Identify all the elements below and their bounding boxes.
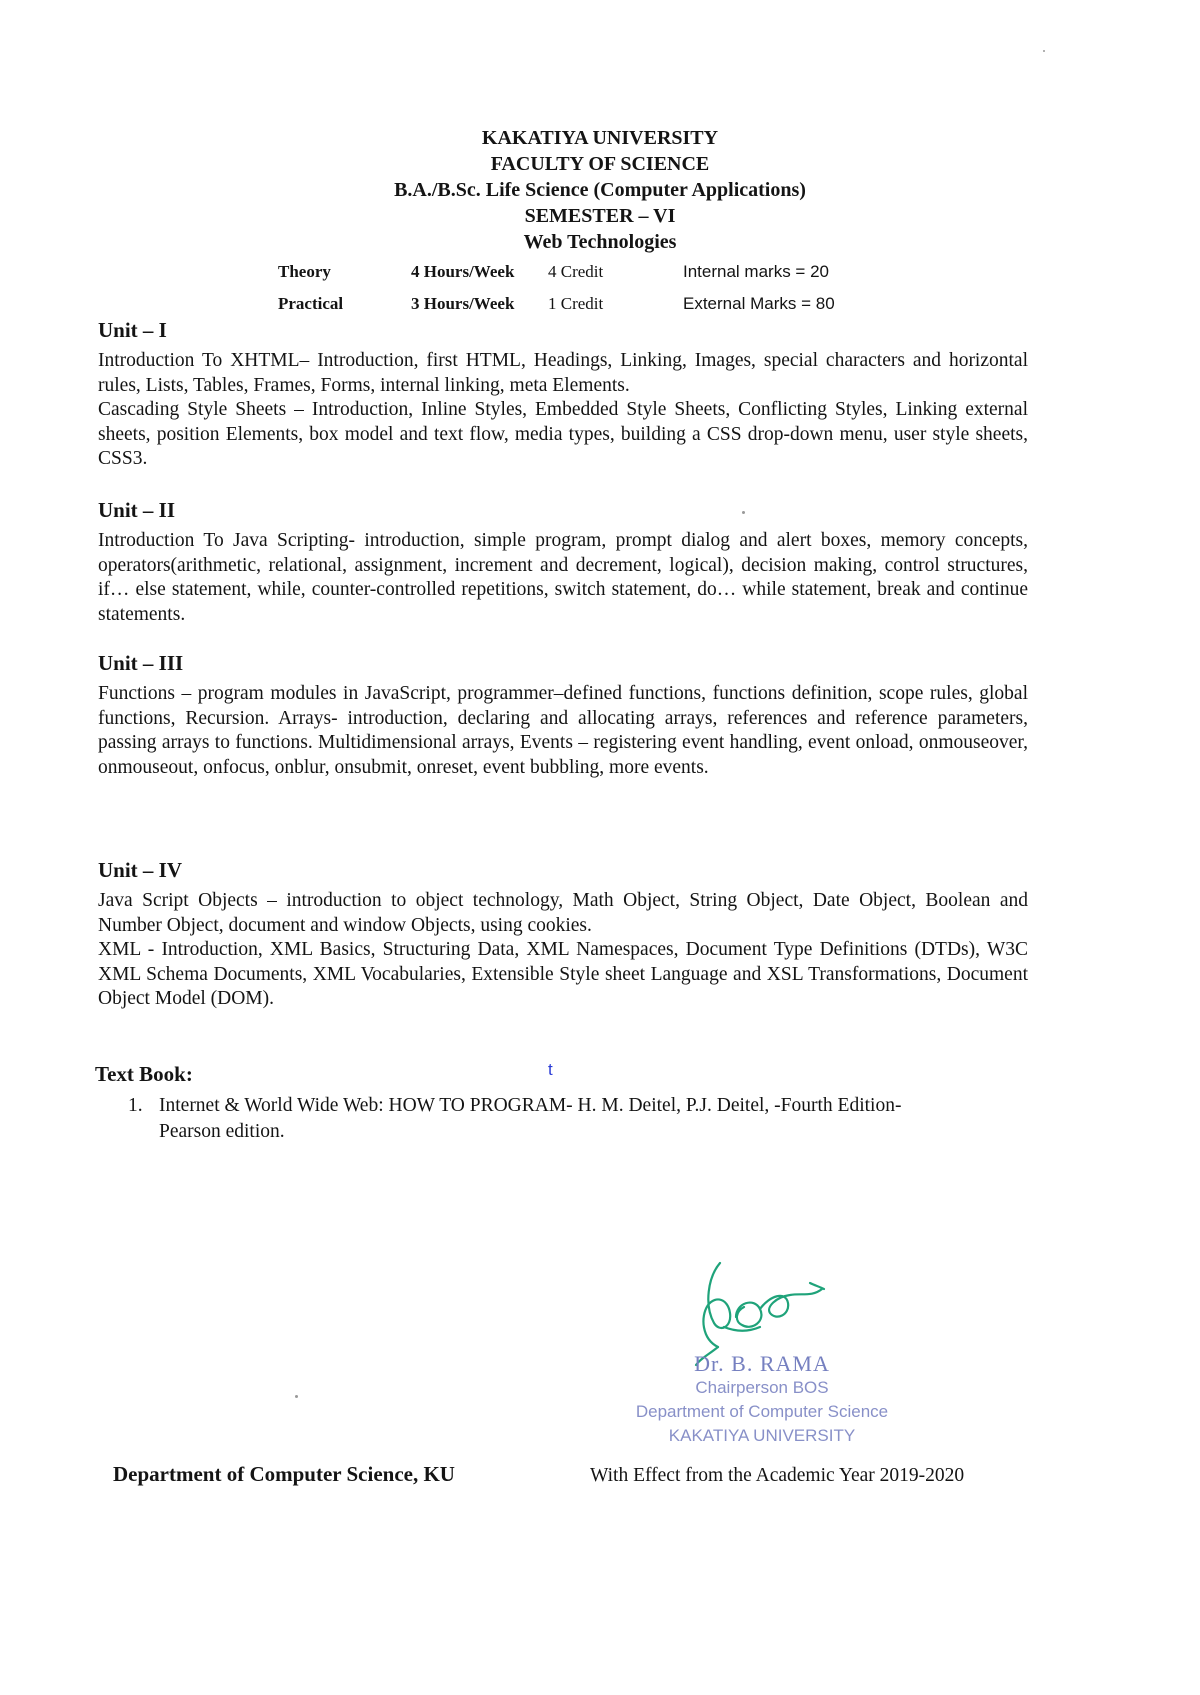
textbook-section [95, 1062, 955, 1145]
marks-type: Theory [278, 262, 331, 281]
marks-credit: 4 Credit [548, 262, 604, 281]
unit-paragraph: Introduction To XHTML– Introduction, first HTML, Headings, Linking, Images, special characters and horizontal rules, Lists, Tables, Frames, Forms, internal linking, meta Elements. [98, 350, 1028, 396]
marks-type: Practical [278, 294, 344, 313]
marks-value: Internal marks = 20 [683, 262, 829, 281]
scan-speck [1043, 50, 1045, 52]
program-name: B.A./B.Sc. Life Science (Computer Applications) [394, 179, 806, 201]
department-stamp [612, 1352, 912, 1448]
marks-row-theory [278, 262, 878, 294]
textbook-heading: Text Book: [95, 1062, 193, 1086]
marks-table [278, 262, 878, 326]
unit-heading: Unit – I [98, 318, 167, 342]
unit-2-section [98, 498, 1028, 627]
unit-heading: Unit – II [98, 498, 176, 522]
textbook-item-text: Internet & World Wide Web: HOW TO PROGRAM- H. M. Deitel, P.J. Deitel, -Fourth Edition- Pearson edition. [159, 1095, 902, 1142]
scan-speck [295, 1395, 298, 1398]
unit-1-section [98, 318, 1028, 472]
stamp-university: KAKATIYA UNIVERSITY [668, 1426, 856, 1445]
textbook-item [95, 1093, 955, 1145]
marks-hours: 4 Hours/Week [411, 262, 515, 281]
unit-4-section [98, 858, 1028, 1012]
scan-speck [742, 511, 745, 514]
stray-pen-mark: t [548, 1060, 553, 1079]
marks-hours: 3 Hours/Week [411, 294, 515, 313]
unit-paragraph: Cascading Style Sheets – Introduction, Inline Styles, Embedded Style Sheets, Conflicting Styles, Linking external sheets, position Elements, box model and text flow, media types, building a CSS drop-down menu, user style sheets, CSS3. [98, 399, 1028, 469]
unit-paragraph: Functions – program modules in JavaScript, programmer–defined functions, functions definition, scope rules, global functions, Recursion. Arrays- introduction, declaring and allocating arrays, references and reference parameters, passing arrays to functions. Multidimensional arrays, Events – registering event handling, event onload, onmouseover, onmouseout, onfocus, onblur, onsubmit, onreset, event bubbling, more events. [98, 683, 1028, 778]
footer-department: Department of Computer Science, KU [113, 1462, 455, 1486]
unit-heading: Unit – IV [98, 858, 183, 882]
unit-paragraph: Java Script Objects – introduction to object technology, Math Object, String Object, Date Object, Boolean and Number Object, document and window Objects, using cookies. [98, 890, 1028, 936]
university-name: KAKATIYA UNIVERSITY [481, 127, 719, 149]
unit-heading: Unit – III [98, 651, 184, 675]
faculty-name: FACULTY OF SCIENCE [490, 153, 710, 175]
stamp-name: Dr. B. RAMA [694, 1351, 830, 1376]
course-title: Web Technologies [523, 231, 677, 253]
marks-credit: 1 Credit [548, 294, 604, 313]
unit-3-section [98, 651, 1028, 780]
unit-paragraph: Introduction To Java Scripting- introduction, simple program, prompt dialog and alert boxes, memory concepts, operators(arithmetic, relational, assignment, increment and decrement, logical), decision making, control structures, if… else statement, while, counter-controlled repetitions, switch statement, do… while statement, break and continue statements. [98, 530, 1028, 625]
marks-value: External Marks = 80 [683, 294, 835, 313]
semester-label: SEMESTER – VI [524, 205, 676, 227]
stamp-department: Department of Computer Science [635, 1402, 889, 1421]
stamp-role: Chairperson BOS [695, 1378, 829, 1397]
document-header [0, 125, 1200, 255]
footer-effective-year: With Effect from the Academic Year 2019-2020 [590, 1465, 965, 1486]
unit-paragraph: XML - Introduction, XML Basics, Structuring Data, XML Namespaces, Document Type Definitions (DTDs), W3C XML Schema Documents, XML Vocabularies, Extensible Style sheet Language and XSL Transformations, Document Object Model (DOM). [98, 939, 1028, 1009]
textbook-item-number: 1. [128, 1095, 143, 1116]
